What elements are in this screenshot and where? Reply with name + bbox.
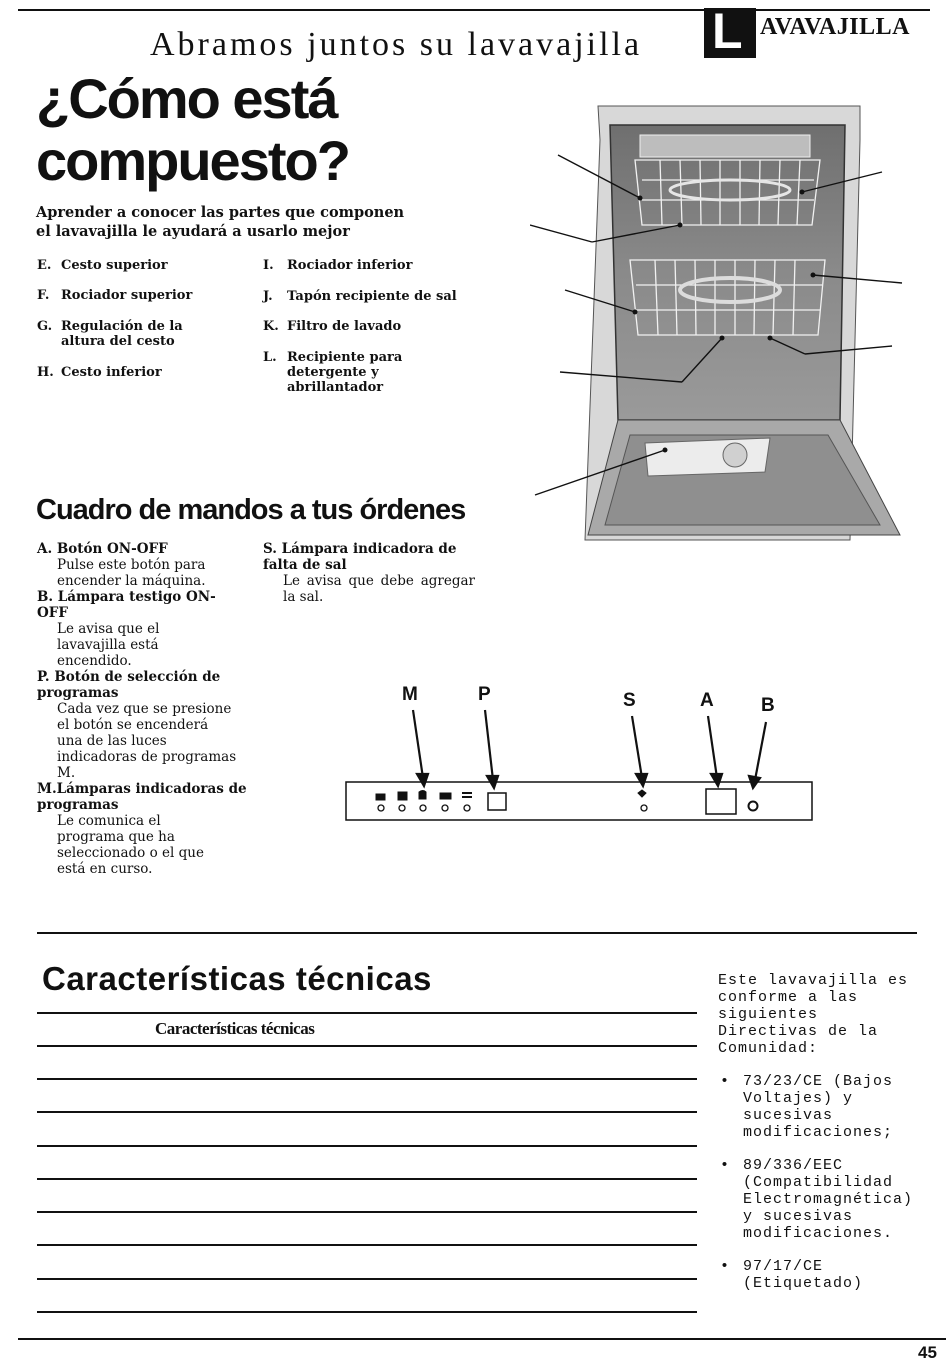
panel-label-b: B xyxy=(761,695,775,716)
header-subtitle: Abramos juntos su lavavajilla xyxy=(150,26,643,63)
table-row-rule xyxy=(37,1211,697,1213)
table-row-rule xyxy=(37,1078,697,1080)
section-title-specs: Características técnicas xyxy=(42,960,432,997)
table-row-rule xyxy=(37,1311,697,1313)
dishwasher-photo xyxy=(530,100,910,545)
control-body-b: Le avisa que el lavavajilla está encendido. xyxy=(57,621,160,669)
control-item-p xyxy=(37,669,252,781)
directive-item: • 97/17/CE (Etiquetado) xyxy=(720,1258,864,1292)
title-line-2: compuesto? xyxy=(36,129,349,192)
control-title-m: M.Lámparas indicadoras de programas xyxy=(37,781,247,813)
intro-line-1: Aprender a conocer las partes que componen xyxy=(36,204,405,221)
control-title-b: B. Lámpara testigo ON-OFF xyxy=(37,589,216,621)
control-body-p: Cada vez que se presione el botón se encenderá una de las luces indicadoras de programas M. xyxy=(57,701,237,781)
control-title-s: S. Lámpara indicadora de falta de sal xyxy=(263,541,457,573)
part-item-l: L. Recipiente para detergente y abrillantador xyxy=(263,350,403,395)
intro-line-2: el lavavajilla le ayudará a usarlo mejor xyxy=(36,223,350,240)
bullet: • xyxy=(720,1258,731,1275)
section-title-composition xyxy=(36,68,496,192)
control-title-a: A. Botón ON-OFF xyxy=(37,541,168,557)
part-item-f: F. Rociador superior xyxy=(37,288,193,303)
directives-intro: Este lavavajilla es conforme a las siguientes Directivas de la Comunidad: xyxy=(718,972,909,1057)
chapter-word: AVAVAJILLA xyxy=(760,14,910,40)
part-item-j: J. Tapón recipiente de sal xyxy=(263,289,457,304)
control-item-s xyxy=(263,541,475,605)
top-rule xyxy=(18,9,930,11)
table-row-rule xyxy=(37,1244,697,1246)
bullet: • xyxy=(720,1157,731,1174)
panel-label-m: M xyxy=(402,684,418,705)
part-item-g: G. Regulación de la altura del cesto xyxy=(37,319,183,349)
section-divider xyxy=(37,932,917,934)
control-item-m xyxy=(37,781,252,877)
table-top-rule xyxy=(37,1012,697,1014)
table-row-rule xyxy=(37,1111,697,1113)
bullet: • xyxy=(720,1073,731,1090)
control-panel-diagram xyxy=(340,700,820,830)
directives-list xyxy=(718,1073,918,1292)
controls-list-left xyxy=(37,541,252,877)
control-body-s: Le avisa que debe agregar la sal. xyxy=(283,573,475,605)
bottom-rule xyxy=(18,1338,946,1340)
title-line-1: ¿Cómo está xyxy=(36,67,337,130)
panel-label-s: S xyxy=(623,690,636,711)
table-row-rule xyxy=(37,1145,697,1147)
table-row-rule xyxy=(37,1278,697,1280)
page-number: 45 xyxy=(918,1343,937,1362)
part-item-i: I. Rociador inferior xyxy=(263,258,413,273)
panel-label-p: P xyxy=(478,684,491,705)
panel-label-a: A xyxy=(700,690,714,711)
table-row-rule xyxy=(37,1045,697,1047)
controls-list-right xyxy=(263,541,475,605)
control-body-a: Pulse este botón para encender la máquina. xyxy=(57,557,206,589)
intro-text xyxy=(36,203,456,241)
table-row-rule xyxy=(37,1178,697,1180)
specs-table-header: Características técnicas xyxy=(155,1019,315,1038)
directive-item: • 89/336/EEC (Compatibilidad Electromagnética) y sucesivas modificaciones. xyxy=(720,1157,914,1242)
part-item-e: E. Cesto superior xyxy=(37,258,168,273)
section-title-controls: Cuadro de mandos a tus órdenes xyxy=(36,494,466,526)
control-item-a xyxy=(37,541,252,589)
control-body-m: Le comunica el programa que ha seleccionado o el que está en curso. xyxy=(57,813,204,877)
part-item-h: H. Cesto inferior xyxy=(37,365,162,380)
part-item-k: K. Filtro de lavado xyxy=(263,319,402,334)
control-title-p: P. Botón de selección de programas xyxy=(37,669,221,701)
directives-block xyxy=(718,972,918,1292)
chapter-letter: L xyxy=(712,3,743,59)
control-item-b xyxy=(37,589,252,669)
directive-item: • 73/23/CE (Bajos Voltajes) y sucesivas modificaciones; xyxy=(720,1073,894,1141)
